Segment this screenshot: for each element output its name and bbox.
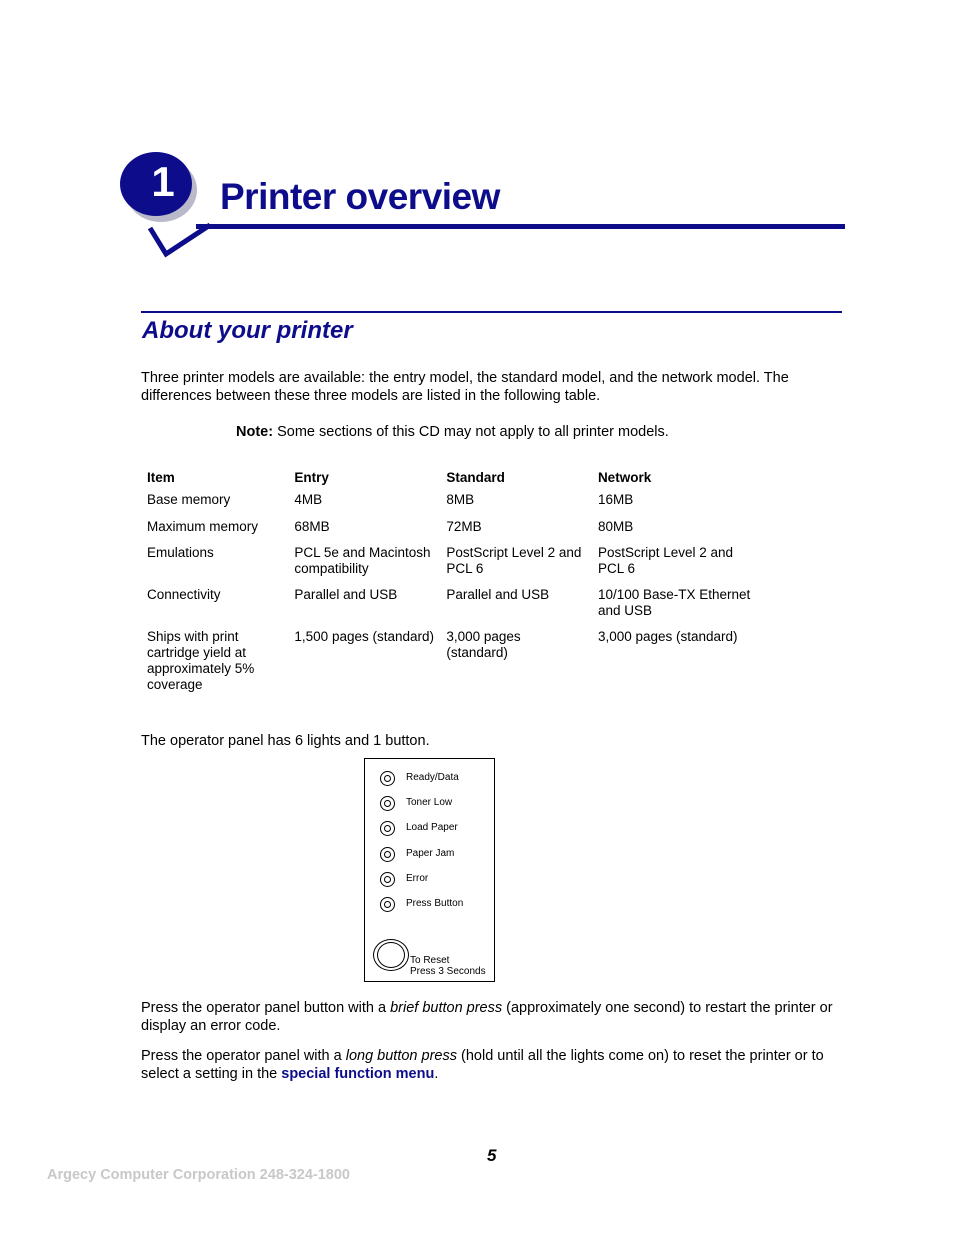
table-cell: Emulations (147, 545, 214, 560)
table-row (141, 492, 761, 519)
para-text: (hold until all the lights come on) to reset the printer or to select a setting in the (141, 1048, 824, 1082)
table-row (141, 519, 761, 545)
light-label: Toner Low (406, 797, 453, 808)
intro-paragraph: Three printer models are available: the entry model, the standard model, and the network model. The differences between these three models are listed in the following table. (141, 370, 789, 404)
light-indicator-icon (380, 872, 395, 887)
operator-button-label (410, 955, 486, 977)
note-label: Note: (236, 424, 274, 440)
table-header: Entry (294, 470, 329, 485)
para-text: Press the operator panel button with a (141, 1000, 391, 1016)
table-row (141, 545, 761, 587)
button-label-line: Press 3 Seconds (410, 966, 486, 977)
chapter-number-badge (118, 148, 218, 260)
table-cell: Base memory (147, 492, 231, 507)
para-text: (approximately one second) to restart the printer or display an error code. (141, 1000, 833, 1034)
para-text: . (434, 1066, 439, 1082)
table-cell: 1,500 pages (standard) (294, 629, 435, 644)
table-cell: 80MB (597, 519, 634, 534)
page-number: 5 (487, 1146, 497, 1165)
panel-light-paper-jam (380, 845, 454, 863)
table-cell: 72MB (446, 519, 482, 534)
light-label: Error (406, 873, 429, 884)
chapter-rule (196, 224, 845, 229)
light-indicator-icon (380, 821, 395, 836)
panel-light-load-paper (380, 819, 458, 837)
table-header: Network (597, 470, 652, 485)
long-press-paragraph (141, 1047, 846, 1083)
model-comparison-table (141, 466, 761, 703)
light-label: Paper Jam (406, 848, 455, 859)
table-cell: 3,000 pages (standard) (597, 629, 738, 644)
light-indicator-icon (380, 796, 395, 811)
para-emphasis: brief button press (390, 1000, 503, 1016)
operator-panel-figure (364, 758, 495, 982)
special-function-menu-link[interactable]: special function menu (281, 1066, 435, 1082)
table-row (141, 587, 761, 629)
table-cell: 10/100 Base-TX Ethernet and USB (597, 587, 751, 618)
light-label: Ready/Data (406, 772, 459, 783)
note-text: Some sections of this CD may not apply to all printer models. (277, 424, 669, 440)
table-cell: Maximum memory (147, 519, 259, 534)
chapter-title: Printer overview (220, 176, 500, 217)
section-rule (141, 311, 842, 313)
table-header-row (141, 466, 761, 492)
panel-light-toner-low (380, 794, 452, 812)
brief-press-paragraph (141, 999, 841, 1035)
table-cell: PostScript Level 2 and PCL 6 (446, 545, 582, 576)
panel-light-ready-data (380, 769, 459, 787)
table-cell: PCL 5e and Macintosh compatibility (294, 545, 431, 576)
table-cell: Parallel and USB (446, 587, 550, 602)
table-header: Standard (446, 470, 505, 485)
panel-light-error (380, 870, 428, 888)
table-cell: 68MB (294, 519, 330, 534)
panel-intro: The operator panel has 6 lights and 1 button. (141, 733, 430, 749)
table-cell: Connectivity (147, 587, 221, 602)
note (236, 423, 836, 441)
chapter-number: 1 (151, 158, 175, 205)
para-text: Press the operator panel with a (141, 1048, 346, 1064)
para-emphasis: long button press (345, 1048, 457, 1064)
light-indicator-icon (380, 897, 395, 912)
table-cell: Parallel and USB (294, 587, 398, 602)
table-row (141, 629, 761, 703)
light-label: Press Button (406, 898, 464, 909)
panel-light-press-button (380, 895, 463, 913)
footer-text: Argecy Computer Corporation 248-324-1800 (47, 1167, 350, 1183)
light-indicator-icon (380, 771, 395, 786)
light-indicator-icon (380, 847, 395, 862)
table-header: Item (147, 470, 175, 485)
section-title: About your printer (142, 317, 353, 344)
table-cell: 16MB (597, 492, 634, 507)
operator-button-icon (373, 939, 409, 971)
table-cell: PostScript Level 2 and PCL 6 (597, 545, 734, 576)
table-cell: 3,000 pages (standard) (446, 629, 521, 660)
button-label-line: To Reset (410, 955, 450, 966)
table-cell: 4MB (294, 492, 323, 507)
light-label: Load Paper (406, 822, 458, 833)
table-cell: Ships with print cartridge yield at approximately 5% coverage (147, 629, 255, 692)
table-cell: 8MB (446, 492, 475, 507)
